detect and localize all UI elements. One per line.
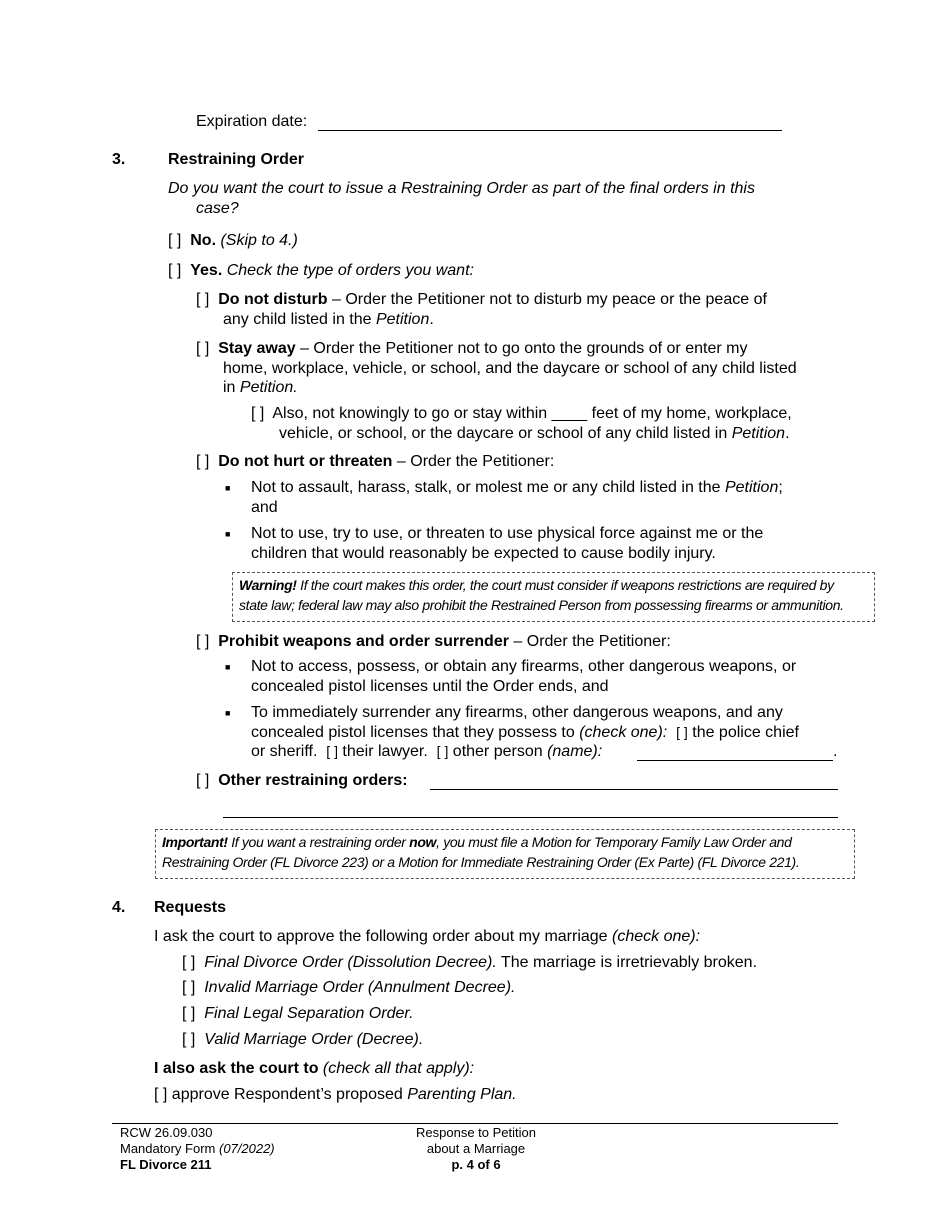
- restraining-no-checkbox[interactable]: [ ]: [168, 232, 182, 249]
- expiration-date-label: Expiration date:: [196, 113, 308, 130]
- other-orders-field-2[interactable]: [223, 817, 838, 818]
- do-not-disturb-text: any child listed in the Petition.: [223, 311, 434, 328]
- restraining-question-cont: case?: [196, 200, 239, 217]
- period: .: [833, 743, 838, 760]
- weapons-item-1-cont: concealed pistol licenses until the Order ends, and: [251, 678, 609, 695]
- stay-away-distance-checkbox[interactable]: [ ]: [251, 405, 265, 422]
- footer-center: Response to Petition about a Marriage p. 4 of 6: [416, 1125, 536, 1172]
- weapons-item-2-cont2: or sheriff. [ ] their lawyer. [ ] other person (name):: [251, 743, 603, 760]
- request-separation-option: [ ] Final Legal Separation Order.: [182, 1005, 414, 1022]
- section-3-number: 3.: [112, 151, 126, 168]
- surrender-lawyer-checkbox[interactable]: [ ]: [326, 743, 338, 759]
- parenting-plan-checkbox[interactable]: [ ]: [154, 1086, 168, 1103]
- request-divorce-checkbox[interactable]: [ ]: [182, 954, 196, 971]
- bullet-icon: ■: [225, 708, 231, 718]
- footer-rule: [112, 1123, 838, 1124]
- restraining-question: Do you want the court to issue a Restraining Order as part of the final orders in this: [168, 180, 755, 197]
- stay-away-text-cont: in Petition.: [223, 379, 298, 396]
- section-3-title: Restraining Order: [168, 151, 305, 168]
- stay-away-checkbox[interactable]: [ ]: [196, 340, 210, 357]
- also-ask-heading: I also ask the court to (check all that apply):: [154, 1060, 475, 1077]
- do-not-disturb-checkbox[interactable]: [ ]: [196, 291, 210, 308]
- stay-away-distance-text: vehicle, or school, or the daycare or school of any child listed in Petition.: [279, 425, 790, 442]
- section-4-title: Requests: [154, 899, 227, 916]
- do-not-hurt-item-2-cont: children that would reasonably be expected to cause bodily injury.: [251, 545, 716, 562]
- request-valid-marriage-option: [ ] Valid Marriage Order (Decree).: [182, 1031, 424, 1048]
- request-divorce-option: [ ] Final Divorce Order (Dissolution Decree). The marriage is irretrievably broken.: [182, 954, 758, 971]
- do-not-hurt-item-2: Not to use, try to use, or threaten to use physical force against me or the: [251, 525, 764, 542]
- bullet-icon: ■: [225, 662, 231, 672]
- do-not-hurt-option: [ ] Do not hurt or threaten – Order the Petitioner:: [196, 453, 555, 470]
- surrender-other-checkbox[interactable]: [ ]: [436, 743, 449, 759]
- warning-notice: Warning! If the court makes this order, the court must consider if weapons restrictions are required by state law; federal law may also prohibit the Restrained Person from possessing firearms or ammunition.: [232, 572, 875, 622]
- expiration-date-field[interactable]: [318, 130, 782, 131]
- do-not-hurt-checkbox[interactable]: [ ]: [196, 453, 210, 470]
- restraining-no-option: [ ] No. (Skip to 4.): [168, 232, 298, 249]
- other-orders-option: [ ] Other restraining orders:: [196, 772, 408, 789]
- requests-intro: I ask the court to approve the following order about my marriage (check one):: [154, 928, 701, 945]
- weapons-item-1: Not to access, possess, or obtain any firearms, other dangerous weapons, or: [251, 658, 797, 675]
- surrender-police-checkbox[interactable]: [ ]: [676, 724, 688, 740]
- bullet-icon: ■: [225, 529, 231, 539]
- section-4-number: 4.: [112, 899, 126, 916]
- restraining-yes-checkbox[interactable]: [ ]: [168, 262, 182, 279]
- footer-left: RCW 26.09.030 Mandatory Form (07/2022) FL Divorce 211: [120, 1125, 275, 1172]
- stay-away-distance-option: [ ] Also, not knowingly to go or stay within ____ feet of my home, workplace,: [251, 405, 792, 422]
- request-separation-checkbox[interactable]: [ ]: [182, 1005, 196, 1022]
- weapons-item-2-cont: concealed pistol licenses that they possess to (check one): [ ] the police chief: [251, 724, 799, 741]
- stay-away-option: [ ] Stay away – Order the Petitioner not to go onto the grounds of or enter my: [196, 340, 748, 357]
- stay-away-text: home, workplace, vehicle, or school, and the daycare or school of any child listed: [223, 360, 797, 377]
- important-notice: Important! If you want a restraining order now, you must file a Motion for Temporary Family Law Order and Restraining Order (FL Divorce 223) or a Motion for Immediate Restraining Order (Ex Parte) (FL Divorce 221).: [155, 829, 855, 879]
- restraining-yes-option: [ ] Yes. Check the type of orders you want:: [168, 262, 474, 279]
- other-person-name-field[interactable]: [637, 760, 833, 761]
- other-orders-field[interactable]: [430, 789, 838, 790]
- weapons-item-2: To immediately surrender any firearms, other dangerous weapons, and any: [251, 704, 783, 721]
- request-annulment-option: [ ] Invalid Marriage Order (Annulment Decree).: [182, 979, 516, 996]
- warning-label: Warning!: [239, 577, 297, 593]
- request-annulment-checkbox[interactable]: [ ]: [182, 979, 196, 996]
- do-not-disturb-option: [ ] Do not disturb – Order the Petitioner not to disturb my peace or the peace of: [196, 291, 767, 308]
- do-not-hurt-item-1-cont: and: [251, 499, 278, 516]
- do-not-hurt-item-1: Not to assault, harass, stalk, or molest me or any child listed in the Petition;: [251, 479, 783, 496]
- bullet-icon: ■: [225, 483, 231, 493]
- other-orders-checkbox[interactable]: [ ]: [196, 772, 210, 789]
- request-valid-marriage-checkbox[interactable]: [ ]: [182, 1031, 196, 1048]
- parenting-plan-option: [ ] approve Respondent’s proposed Parenting Plan.: [154, 1086, 517, 1103]
- important-label: Important!: [162, 834, 228, 850]
- weapons-option: [ ] Prohibit weapons and order surrender – Order the Petitioner:: [196, 633, 671, 650]
- weapons-checkbox[interactable]: [ ]: [196, 633, 210, 650]
